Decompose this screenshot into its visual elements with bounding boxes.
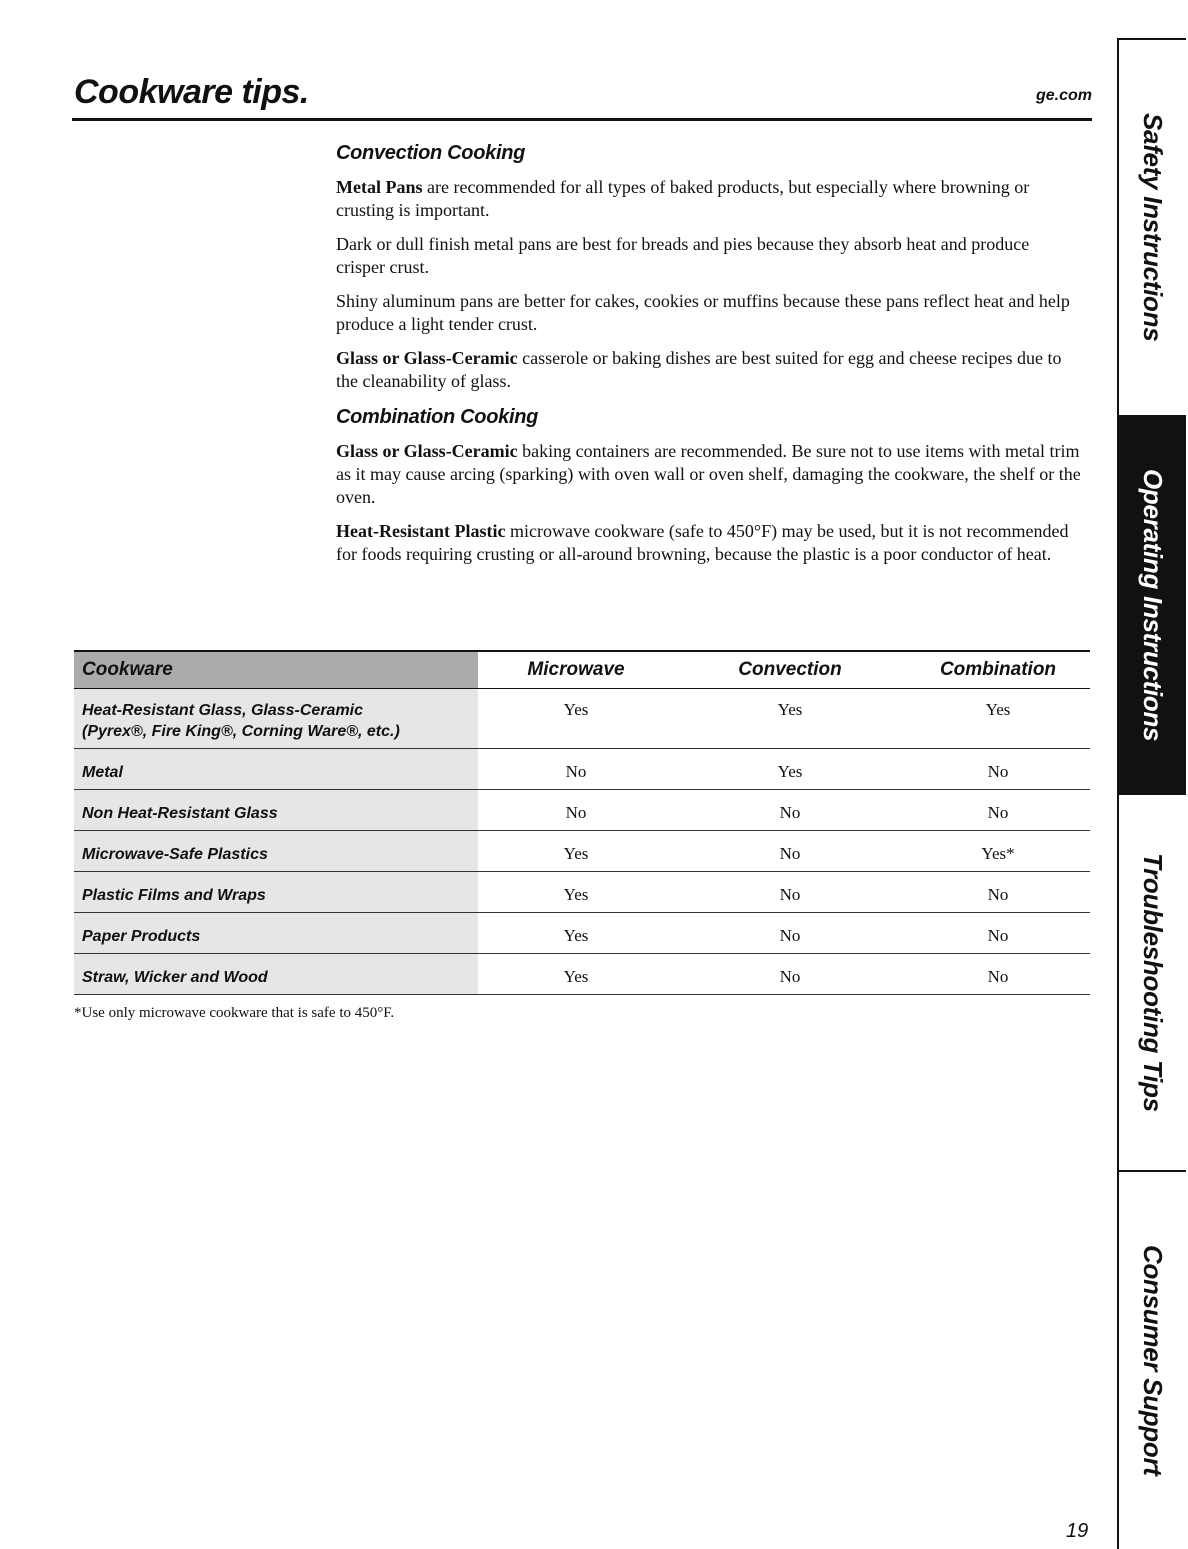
convection-heading: Convection Cooking [336, 142, 526, 164]
cell-convection: No [674, 831, 906, 872]
cell-microwave: Yes [478, 831, 674, 872]
cell-microwave: No [478, 749, 674, 790]
row-label-line1: Heat-Resistant Glass, Glass-Ceramic [82, 702, 364, 719]
cell-convection: Yes [674, 689, 906, 749]
title-rule [72, 118, 1092, 121]
cell-convection: Yes [674, 749, 906, 790]
cell-microwave: No [478, 790, 674, 831]
cookware-table [74, 650, 1090, 995]
paragraph-text: Shiny aluminum pans are better for cakes, cookies or muffins because these pans reflect heat and help produce a light tender crust. [336, 291, 1070, 334]
paragraph-text: baking containers are recommended. Be sure not to use items with metal trim as it may cause arcing (sparking) with oven wall or oven shelf, damaging the cookware, the shelf or the oven. [336, 441, 1081, 507]
row-label: Straw, Wicker and Wood [74, 954, 478, 995]
paragraph-text: are recommended for all types of baked products, but especially where browning or crusting is important. [336, 177, 1030, 220]
table-footnote: *Use only microwave cookware that is safe to 450°F. [74, 1005, 395, 1021]
tab-operating-instructions[interactable] [1119, 417, 1186, 795]
paragraph-text: microwave cookware (safe to 450°F) may be used, but it is not recommended for foods requiring crusting or all-around browning, because the plastic is a poor conductor of heat. [336, 521, 1069, 564]
table-row [74, 954, 1090, 995]
cell-convection: No [674, 872, 906, 913]
table-row [74, 749, 1090, 790]
cell-combination: Yes* [906, 831, 1090, 872]
tab-label: Safety Instructions [1138, 113, 1168, 342]
row-label-line2: (Pyrex®, Fire King®, Corning Ware®, etc.) [82, 723, 400, 740]
cell-combination: No [906, 954, 1090, 995]
table-row [74, 913, 1090, 954]
table-row [74, 790, 1090, 831]
combination-paragraph [336, 440, 1081, 509]
cell-combination: Yes [906, 689, 1090, 749]
paragraph-lead: Heat-Resistant Plastic [336, 521, 506, 541]
header-combination: Combination [906, 651, 1090, 689]
page-number: 19 [1066, 1520, 1089, 1542]
paragraph-lead: Metal Pans [336, 177, 423, 197]
combination-paragraph [336, 520, 1081, 566]
row-label: Non Heat-Resistant Glass [74, 790, 478, 831]
row-label [74, 689, 478, 749]
header-cookware: Cookware [74, 651, 478, 689]
combination-heading: Combination Cooking [336, 406, 539, 428]
table-row [74, 872, 1090, 913]
side-tabs [1117, 38, 1186, 1549]
cell-convection: No [674, 954, 906, 995]
tab-label: Consumer Support [1138, 1245, 1168, 1476]
paragraph-lead: Glass or Glass-Ceramic [336, 441, 518, 461]
cell-combination: No [906, 872, 1090, 913]
paragraph-lead: Glass or Glass-Ceramic [336, 348, 518, 368]
table-header-row [74, 651, 1090, 689]
cell-convection: No [674, 913, 906, 954]
cell-microwave: Yes [478, 872, 674, 913]
cell-microwave: Yes [478, 954, 674, 995]
cell-microwave: Yes [478, 689, 674, 749]
paragraph-text: Dark or dull finish metal pans are best for breads and pies because they absorb heat and produce crisper crust. [336, 234, 1030, 277]
convection-paragraph [336, 176, 1081, 222]
cell-combination: No [906, 913, 1090, 954]
paragraph-text: casserole or baking dishes are best suited for egg and cheese recipes due to the cleanability of glass. [336, 348, 1062, 391]
header-convection: Convection [674, 651, 906, 689]
convection-paragraph [336, 290, 1081, 336]
convection-paragraph [336, 233, 1081, 279]
header-microwave: Microwave [478, 651, 674, 689]
tab-safety-instructions[interactable] [1119, 40, 1186, 417]
tab-label: Troubleshooting Tips [1138, 853, 1168, 1112]
tab-troubleshooting-tips[interactable] [1119, 795, 1186, 1172]
site-url: ge.com [1035, 87, 1092, 104]
cell-combination: No [906, 749, 1090, 790]
row-label: Paper Products [74, 913, 478, 954]
page-title: Cookware tips. [74, 73, 309, 111]
tab-label: Operating Instructions [1138, 468, 1168, 742]
tab-consumer-support[interactable] [1119, 1172, 1186, 1549]
table-row [74, 831, 1090, 872]
cell-combination: No [906, 790, 1090, 831]
row-label: Metal [74, 749, 478, 790]
cell-microwave: Yes [478, 913, 674, 954]
cell-convection: No [674, 790, 906, 831]
table-row [74, 689, 1090, 749]
row-label: Microwave-Safe Plastics [74, 831, 478, 872]
convection-paragraph [336, 347, 1081, 393]
body-text [336, 140, 1081, 577]
row-label: Plastic Films and Wraps [74, 872, 478, 913]
